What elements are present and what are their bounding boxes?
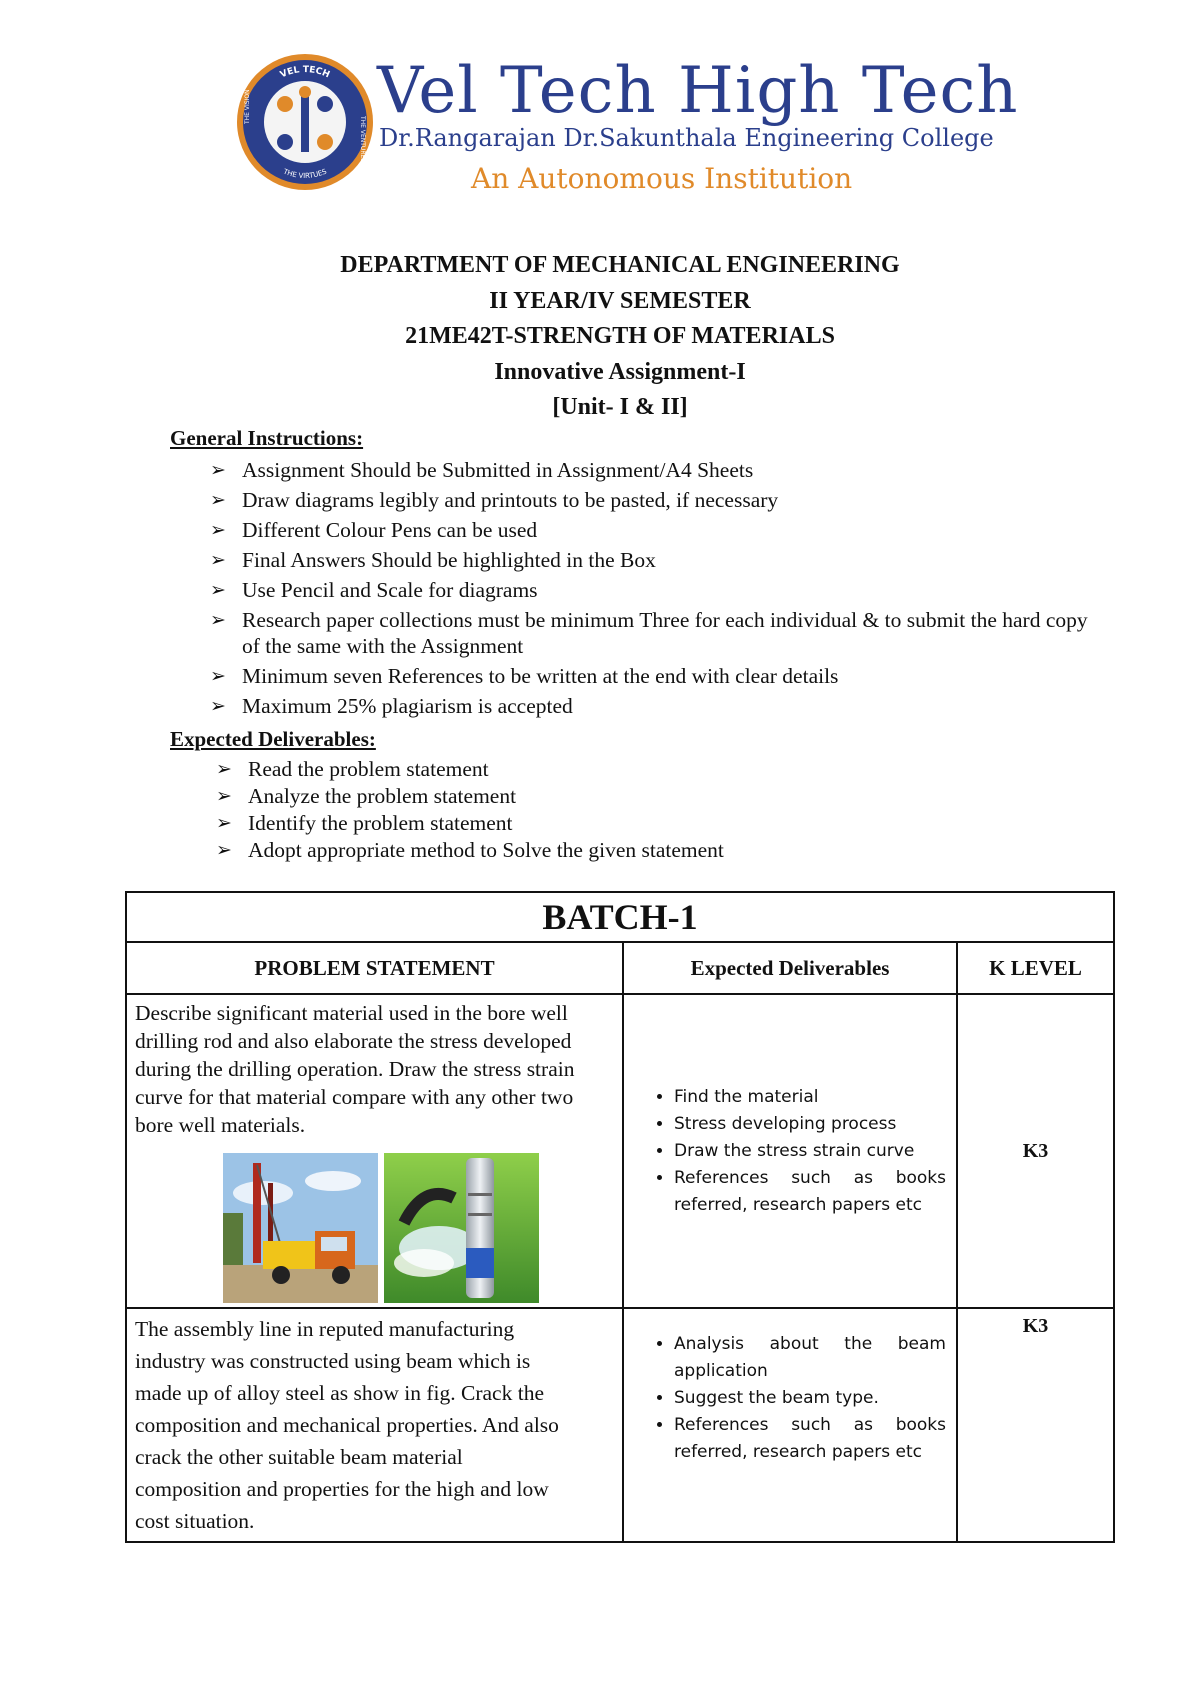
problem-cell [126,1308,623,1542]
list-item: ➢ Maximum 25% plagiarism is accepted [210,694,573,718]
arrow-bullet-icon: ➢ [216,812,232,834]
deliverables-cell [623,1308,957,1542]
list-item: ➢ Research paper collections must be minimum Three for each individual & to submit the hard copy of the same with the Assignment [210,608,1088,658]
header-expected-deliverables: Expected Deliverables [623,942,957,994]
list-item: • Suggest the beam type. [674,1385,946,1412]
list-item: ➢ Minimum seven References to be written at the end with clear details [210,664,839,688]
submersible-pump-photo [384,1153,539,1303]
arrow-bullet-icon: ➢ [210,695,226,717]
arrow-bullet-icon: ➢ [210,519,226,541]
general-instructions-label: General Instructions: [170,426,364,450]
expected-deliverables-label: Expected Deliverables: [170,727,376,751]
seal-text-right: THE VENTURES [359,116,366,163]
arrow-bullet-icon: ➢ [216,785,232,807]
deliverables-cell [623,994,957,1308]
arrow-bullet-icon: ➢ [210,549,226,571]
batch-title: BATCH-1 [126,892,1114,942]
table-row [126,994,1114,1308]
arrow-bullet-icon: ➢ [210,459,226,481]
year-semester: II YEAR/IV SEMESTER [489,287,751,314]
assignment-title: Innovative Assignment-I [494,358,746,385]
seal-text-left: THE VISION [244,89,251,124]
table-row [126,1308,1114,1542]
brand-subtitle: Dr.Rangarajan Dr.Sakunthala Engineering College [379,124,994,152]
arrow-bullet-icon: ➢ [210,579,226,601]
unit-range: [Unit- I & II] [552,394,688,420]
arrow-bullet-icon: ➢ [210,609,226,631]
deliverables-list [644,1084,946,1219]
list-item: ➢ Use Pencil and Scale for diagrams [210,578,538,602]
brand-tagline: An Autonomous Institution [471,162,853,195]
list-item: • References such as books referred, research papers etc [674,1165,946,1219]
list-item: ➢ Final Answers Should be highlighted in the Box [210,548,656,572]
arrow-bullet-icon: ➢ [210,489,226,511]
list-item: • References such as books referred, research papers etc [674,1412,946,1466]
arrow-bullet-icon: ➢ [216,839,232,861]
course-title: 21ME42T-STRENGTH OF MATERIALS [405,323,835,349]
list-item: • Find the material [674,1084,946,1111]
deliverables-list [644,1331,946,1466]
k-level-cell: K3 [957,1308,1114,1542]
general-instructions-list [210,457,1090,723]
expected-deliverables-list [216,756,1076,864]
arrow-bullet-icon: ➢ [210,665,226,687]
list-item: ➢ Read the problem statement [216,757,489,781]
college-logo [235,48,1019,195]
list-item: ➢ Assignment Should be Submitted in Assignment/A4 Sheets [210,458,754,482]
document-titles [0,248,1200,426]
problem-images [223,1153,614,1303]
department-title: DEPARTMENT OF MECHANICAL ENGINEERING [340,252,900,278]
seal-text-bottom: THE VIRTUES [282,167,328,181]
batch-table [125,891,1115,1543]
brand-title: Vel Tech High Tech [377,54,1019,128]
drilling-rig-photo [223,1153,378,1303]
list-item: ➢ Adopt appropriate method to Solve the given statement [216,838,724,862]
k-level-cell: K3 [957,994,1114,1308]
seal-text-top: VEL TECH [278,64,332,81]
problem-text: The assembly line in reputed manufacturing industry was constructed using beam which is made up of alloy steel as show in fig. Crack the composition and mechanical properties. And also crack the other suitable beam material composition and properties for the high and low cost situation. [135,1317,559,1533]
problem-text: Describe significant material used in the bore well drilling rod and also elaborate the stress developed during the drilling operation. Draw the stress strain curve for that material compare with any other two bore well materials. [135,1001,575,1137]
problem-cell [126,994,623,1308]
header-k-level: K LEVEL [957,942,1114,994]
college-seal-icon [235,52,375,192]
list-item: ➢ Analyze the problem statement [216,784,517,808]
header-problem-statement: PROBLEM STATEMENT [126,942,623,994]
list-item: ➢ Different Colour Pens can be used [210,518,538,542]
list-item: • Analysis about the beam application [674,1331,946,1385]
list-item: • Stress developing process [674,1111,946,1138]
list-item: ➢ Identify the problem statement [216,811,513,835]
arrow-bullet-icon: ➢ [216,758,232,780]
list-item: • Draw the stress strain curve [674,1138,946,1165]
list-item: ➢ Draw diagrams legibly and printouts to be pasted, if necessary [210,488,779,512]
